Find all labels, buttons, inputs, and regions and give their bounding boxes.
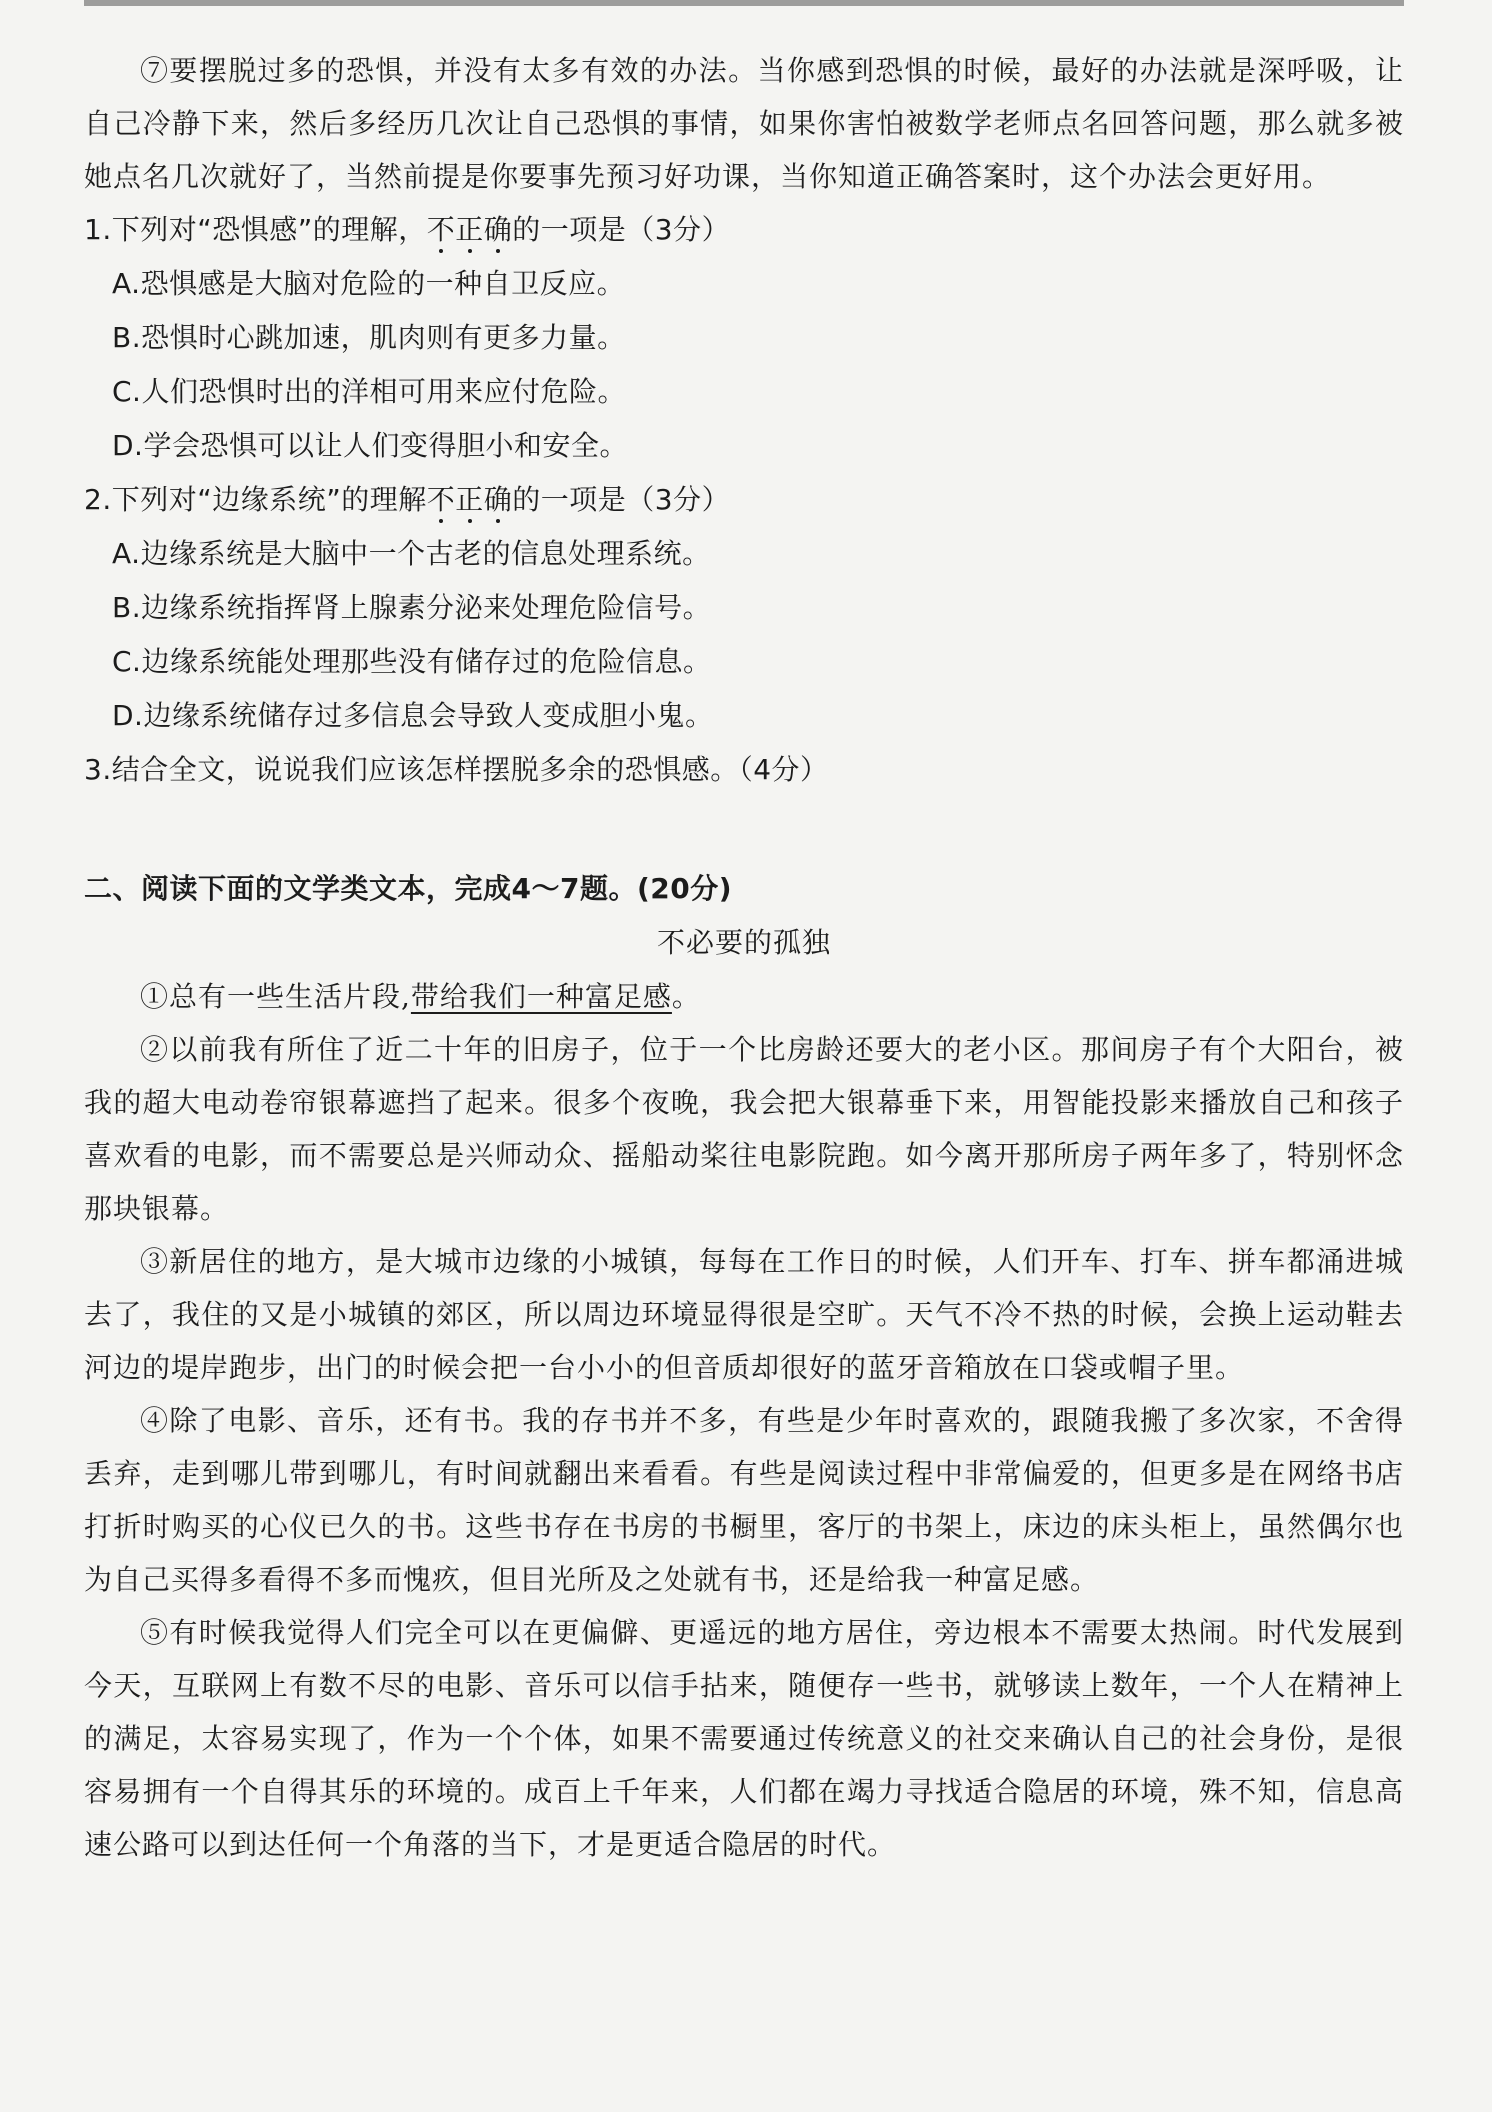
article-paragraph-2: ②以前我有所住了近二十年的旧房子，位于一个比房龄还要大的老小区。那间房子有个大阳台，被我的超大电动卷帘银幕遮挡了起来。很多个夜晚，我会把大银幕垂下来，用智能投影来播放自己和孩子喜欢看的电影，而不需要总是兴师动众、摇船动桨往电影院跑。如今离开那所房子两年多了，特别怀念那块银幕。 xyxy=(84,1033,1404,1225)
section-2-heading: 二、阅读下面的文学类文本，完成4～7题。(20分) xyxy=(84,872,733,905)
passage1-and-questions xyxy=(84,44,1404,797)
emphasis-dot-char: 正 xyxy=(455,213,484,246)
article-paragraph-1 xyxy=(84,970,1404,1023)
section-2 xyxy=(84,862,1404,1871)
emphasis-dot-char: 不 xyxy=(426,213,456,246)
question-1-option-c: C.人们恐惧时出的洋相可用来应付危险。 xyxy=(112,375,626,408)
emphasis-dot-char: 确 xyxy=(483,483,513,516)
top-border-line xyxy=(84,0,1404,6)
question-1-option-a: A.恐惧感是大脑对危险的一种自卫反应。 xyxy=(112,267,626,300)
emphasis-dot-char: 确 xyxy=(483,213,513,246)
question-2-option-b: B.边缘系统指挥肾上腺素分泌来处理危险信号。 xyxy=(112,591,712,624)
question-2 xyxy=(84,473,1404,527)
question-2-option-c: C.边缘系统能处理那些没有储存过的危险信息。 xyxy=(112,645,712,678)
question-1-option-b: B.恐惧时心跳加速，肌肉则有更多力量。 xyxy=(112,321,626,354)
question-2-option-a: A.边缘系统是大脑中一个古老的信息处理系统。 xyxy=(112,537,711,570)
article-paragraph-5: ⑤有时候我觉得人们完全可以在更偏僻、更遥远的地方居住，旁边根本不需要太热闹。时代发展到今天，互联网上有数不尽的电影、音乐可以信手拈来，随便存一些书，就够读上数年，一个人在精神上的满足，太容易实现了，作为一个个体，如果不需要通过传统意义的社交来确认自己的社会身份，是很容易拥有一个自得其乐的环境的。成百上千年来，人们都在竭力寻找适合隐居的环境，殊不知，信息高速公路可以到达任何一个角落的当下，才是更适合隐居的时代。 xyxy=(84,1616,1404,1861)
question-3: 3.结合全文，说说我们应该怎样摆脱多余的恐惧感。（4分） xyxy=(84,753,829,786)
question-1-option-d: D.学会恐惧可以让人们变得胆小和安全。 xyxy=(112,429,628,462)
paragraph-1-suffix: 。 xyxy=(671,980,701,1013)
emphasis-dot-char: 不 xyxy=(426,483,456,516)
article-title: 不必要的孤独 xyxy=(656,926,831,959)
emphasis-dot-char: 正 xyxy=(455,483,484,516)
question-2-option-d: D.边缘系统储存过多信息会导致人变成胆小鬼。 xyxy=(112,699,714,732)
question-2-suffix: 的一项是（3分） xyxy=(512,483,731,516)
article-paragraph-3: ③新居住的地方，是大城市边缘的小城镇，每每在工作日的时候，人们开车、打车、拼车都涌进城去了，我住的又是小城镇的郊区，所以周边环境显得很是空旷。天气不冷不热的时候，会换上运动鞋去河边的堤岸跑步，出门的时候会把一台小小的但音质却很好的蓝牙音箱放在口袋或帽子里。 xyxy=(84,1245,1404,1384)
paragraph-1-prefix: ①总有一些生活片段, xyxy=(140,980,411,1013)
article-paragraph-4: ④除了电影、音乐，还有书。我的存书并不多，有些是少年时喜欢的，跟随我搬了多次家，不舍得丢弃，走到哪儿带到哪儿，有时间就翻出来看看。有些是阅读过程中非常偏爱的，但更多是在网络书店打折时购买的心仪已久的书。这些书存在书房的书橱里，客厅的书架上，床边的床头柜上，虽然偶尔也为自己买得多看得不多而愧疚，但目光所及之处就有书，还是给我一种富足感。 xyxy=(84,1404,1404,1596)
underlined-phrase: 带给我们一种富足感 xyxy=(410,980,672,1013)
passage1-paragraph-7: ⑦要摆脱过多的恐惧，并没有太多有效的办法。当你感到恐惧的时候，最好的办法就是深呼吸，让自己冷静下来，然后多经历几次让自己恐惧的事情，如果你害怕被数学老师点名回答问题，那么就多被她点名几次就好了，当然前提是你要事先预习好功课，当你知道正确答案时，这个办法会更好用。 xyxy=(84,54,1404,193)
question-1 xyxy=(84,203,1404,257)
question-2-prefix: 2.下列对“边缘系统”的理解 xyxy=(84,483,427,516)
question-1-prefix: 1.下列对“恐惧感”的理解， xyxy=(84,213,427,246)
question-1-suffix: 的一项是（3分） xyxy=(512,213,731,246)
